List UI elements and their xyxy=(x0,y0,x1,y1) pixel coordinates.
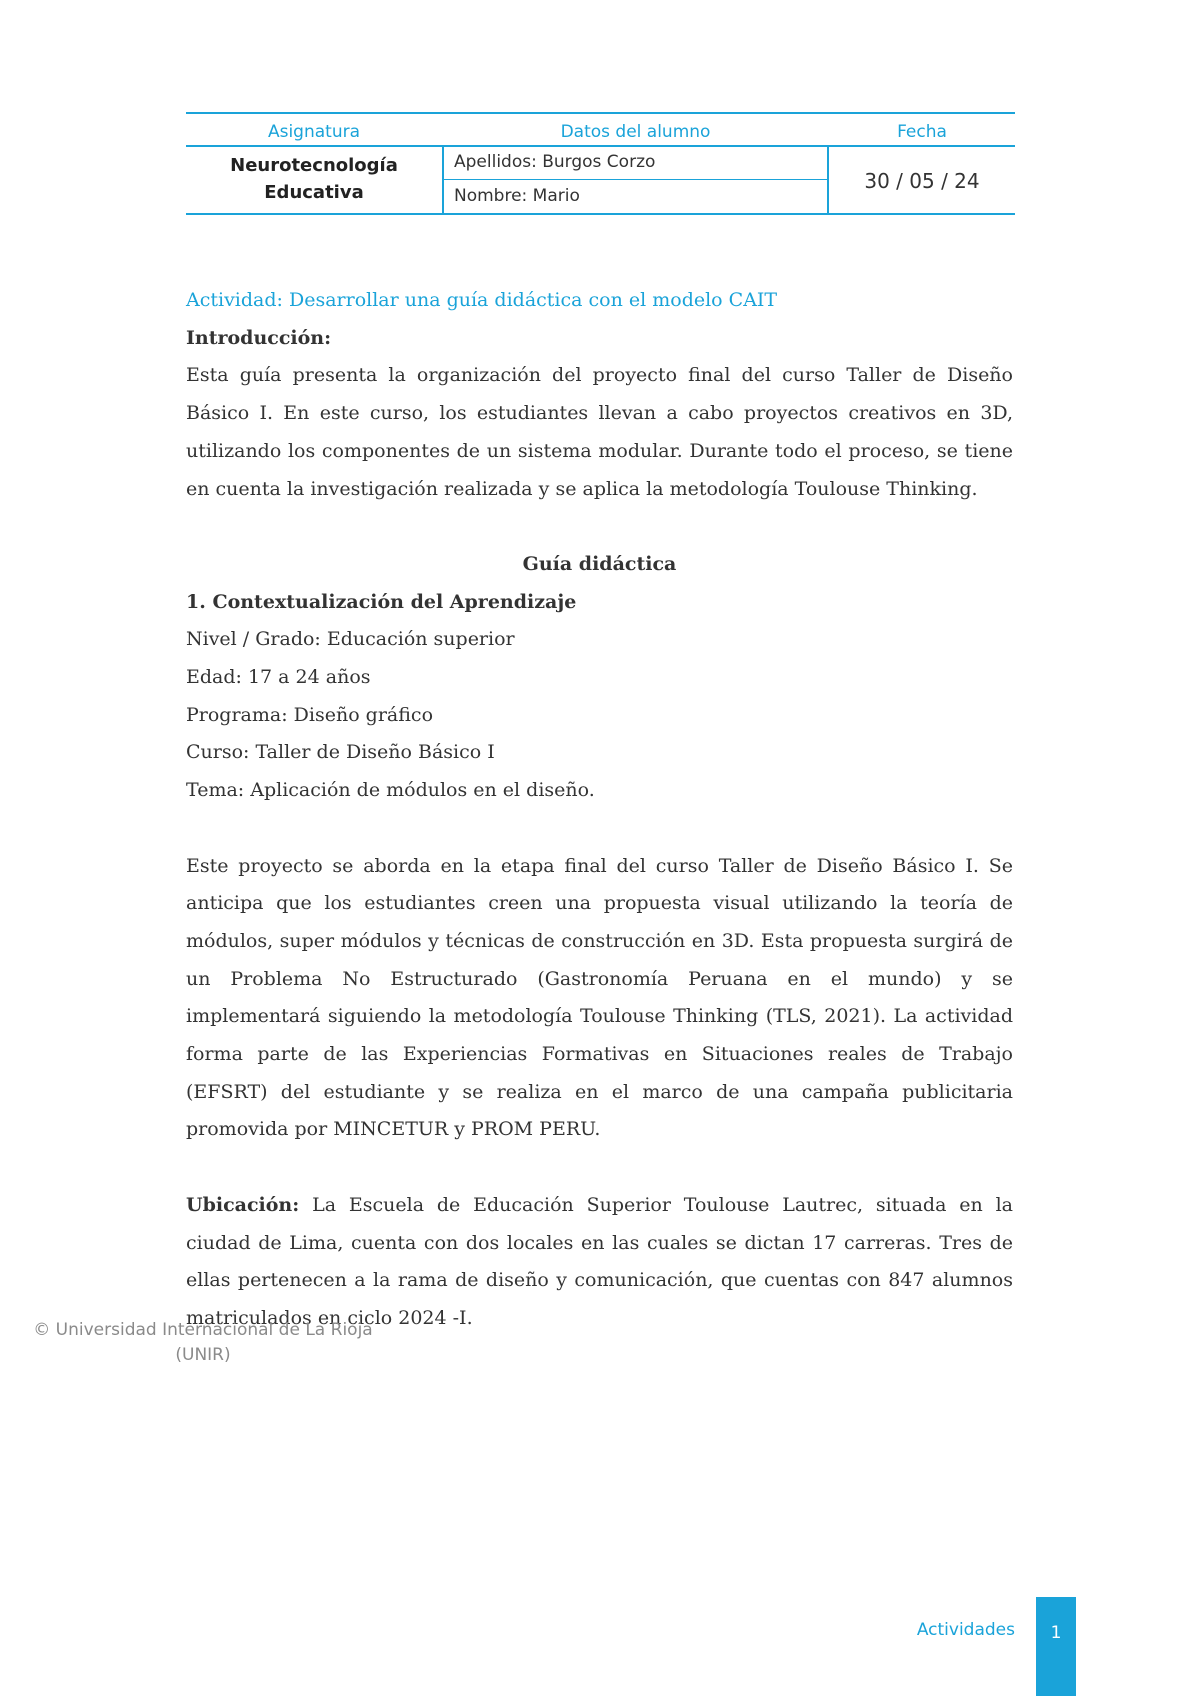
header-col-date: Fecha xyxy=(897,122,947,142)
document-body xyxy=(186,282,1013,1338)
course-line: Curso: Taller de Diseño Básico I xyxy=(186,741,495,764)
location-label: Ubicación: xyxy=(186,1193,300,1216)
subject-line-2: Educativa xyxy=(264,182,364,203)
header-col-student: Datos del alumno xyxy=(560,122,711,142)
header-top-rule xyxy=(186,112,1015,114)
subject-name xyxy=(186,152,442,206)
intro-paragraph: Esta guía presenta la organización del proyecto final del curso Taller de Diseño Básico I. En este curso, los estudiantes llevan a cabo proyectos creativos en 3D, utilizando los componentes de un sistema modular. Durante todo el proceso, se tiene en cuenta la investigación realizada y se aplica la metodología Toulouse Thinking. xyxy=(186,364,1013,500)
program-line: Programa: Diseño gráfico xyxy=(186,703,434,726)
watermark-line-1: © Universidad Internacional de La Rioja xyxy=(33,1320,373,1340)
footer-section-label: Actividades xyxy=(916,1620,1015,1640)
student-surname: Apellidos: Burgos Corzo xyxy=(454,152,656,172)
student-name: Nombre: Mario xyxy=(454,186,580,206)
location-paragraph xyxy=(186,1187,1013,1338)
section-1-heading: 1. Contextualización del Aprendizaje xyxy=(186,590,577,613)
col-divider-1 xyxy=(442,147,444,215)
watermark-line-2: (UNIR) xyxy=(175,1345,231,1365)
age-line: Edad: 17 a 24 años xyxy=(186,666,371,689)
header-table xyxy=(186,112,1015,215)
subject-line-1: Neurotecnología xyxy=(230,155,398,176)
submission-date: 30 / 05 / 24 xyxy=(864,169,980,193)
activity-title: Actividad: Desarrollar una guía didáctica con el modelo CAIT xyxy=(186,289,778,311)
location-text: La Escuela de Educación Superior Toulouse Lautrec, situada en la ciudad de Lima, cuenta con dos locales en las cuales se dictan 17 carreras. Tres de ellas pertenecen a la rama de diseño y comunicación, que cuentas con 847 alumnos matriculados en ciclo 2024 -I. xyxy=(186,1193,1013,1329)
header-col-subject: Asignatura xyxy=(267,122,361,142)
intro-heading: Introducción: xyxy=(186,326,332,349)
spacer xyxy=(186,810,1013,848)
guide-title: Guía didáctica xyxy=(522,552,677,575)
copyright-watermark xyxy=(18,1318,388,1368)
spacer xyxy=(186,508,1013,546)
student-divider xyxy=(442,179,829,180)
spacer xyxy=(186,1149,1013,1187)
project-paragraph: Este proyecto se aborda en la etapa final del curso Taller de Diseño Básico I. Se anticipa que los estudiantes creen una propuesta visual utilizando la teoría de módulos, super módulos y técnicas de construcción en 3D. Esta propuesta surgirá de un Problema No Estructurado (Gastronomía Peruana en el mundo) y se implementará siguiendo la metodología Toulouse Thinking (TLS, 2021). La actividad forma parte de las Experiencias Formativas en Situaciones reales de Trabajo (EFSRT) del estudiante y se realiza en el marco de una campaña publicitaria promovida por MINCETUR y PROM PERU. xyxy=(186,854,1013,1141)
topic-line: Tema: Aplicación de módulos en el diseño. xyxy=(186,779,595,802)
level-line: Nivel / Grado: Educación superior xyxy=(186,628,515,651)
page-number-box xyxy=(1036,1597,1076,1696)
page-number: 1 xyxy=(1050,1623,1062,1643)
